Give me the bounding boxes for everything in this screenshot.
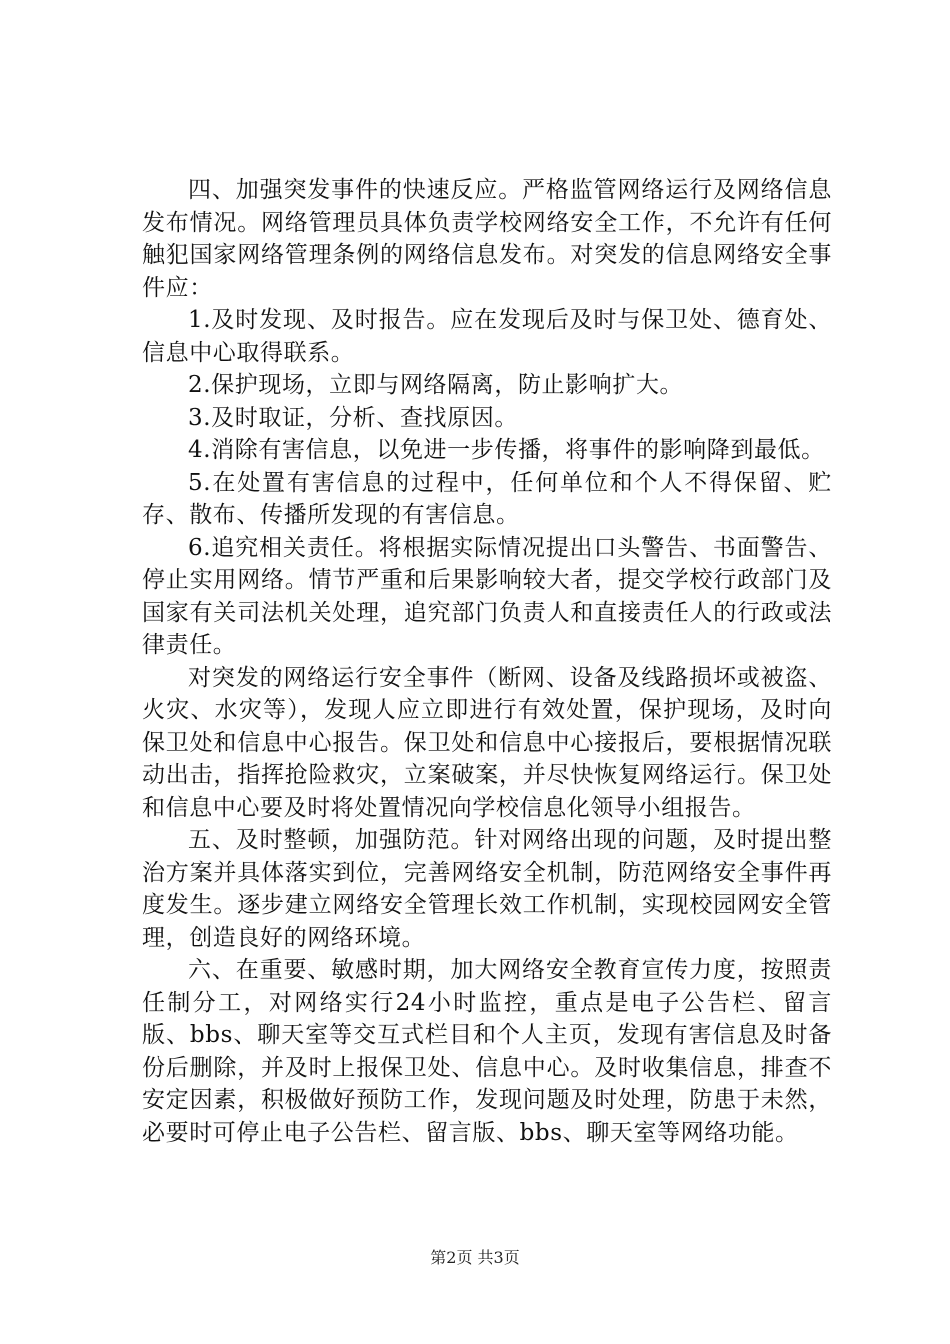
paragraph-section-five: 五、及时整顿，加强防范。针对网络出现的问题，及时提出整治方案并具体落实到位，完善网络安全机制，防范网络安全事件再度发生。逐步建立网络安全管理长效工作机制，实现校园网安全管理，创造良好的网络环境。	[142, 827, 832, 951]
paragraph-network-incident: 对突发的网络运行安全事件（断网、设备及线路损坏或被盗、火灾、水灾等），发现人应立即进行有效处置，保护现场，及时向保卫处和信息中心报告。保卫处和信息中心接报后，要根据情况联动出击，指挥抢险救灾，立案破案，并尽快恢复网络运行。保卫处和信息中心要及时将处置情况向学校信息化领导小组报告。	[142, 664, 832, 821]
paragraph-item-1: 1.及时发现、及时报告。应在发现后及时与保卫处、德育处、信息中心取得联系。	[142, 307, 832, 366]
paragraph-item-5: 5.在处置有害信息的过程中，任何单位和个人不得保留、贮存、散布、传播所发现的有害信息。	[142, 469, 832, 528]
document-body	[142, 174, 832, 1149]
paragraph-item-2: 2.保护现场，立即与网络隔离，防止影响扩大。	[188, 372, 684, 398]
page-number-footer: 第2页 共3页	[430, 1248, 520, 1267]
paragraph-item-4: 4.消除有害信息，以免进一步传播，将事件的影响降到最低。	[188, 437, 825, 463]
paragraph-section-six: 六、在重要、敏感时期，加大网络安全教育宣传力度，按照责任制分工，对网络实行24小时监控，重点是电子公告栏、留言版、bbs、聊天室等交互式栏目和个人主页，发现有害信息及时备份后删除，并及时上报保卫处、信息中心。及时收集信息，排查不安定因素，积极做好预防工作，发现问题及时处理，防患于未然，必要时可停止电子公告栏、留言版、bbs、聊天室等网络功能。	[142, 957, 832, 1146]
paragraph-item-6: 6.追究相关责任。将根据实际情况提出口头警告、书面警告、停止实用网络。情节严重和后果影响较大者，提交学校行政部门及国家有关司法机关处理，追究部门负责人和直接责任人的行政或法律责任。	[142, 534, 832, 658]
paragraph-item-3: 3.及时取证，分析、查找原因。	[188, 404, 518, 431]
paragraph-section-four: 四、加强突发事件的快速反应。严格监管网络运行及网络信息发布情况。网络管理员具体负责学校网络安全工作，不允许有任何触犯国家网络管理条例的网络信息发布。对突发的信息网络安全事件应：	[142, 177, 832, 301]
